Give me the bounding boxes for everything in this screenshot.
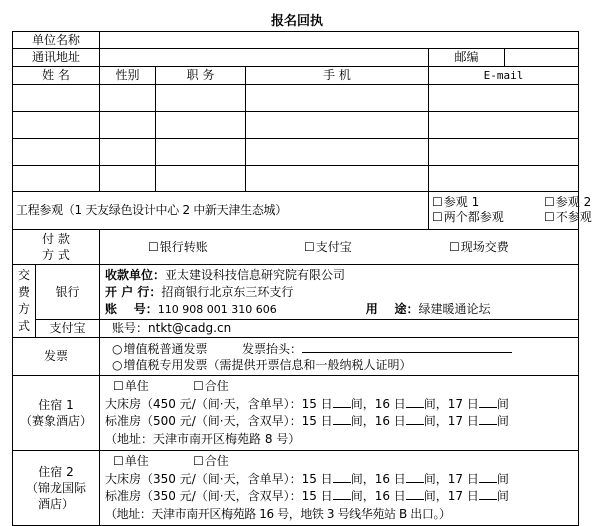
- attendee-mobile-cell[interactable]: [246, 139, 429, 166]
- attendee-position-cell[interactable]: [156, 139, 246, 166]
- attendee-email-cell[interactable]: [429, 166, 579, 192]
- attendee-gender-cell[interactable]: [100, 166, 156, 192]
- attendee-row[interactable]: [13, 166, 579, 192]
- bank-label: 银行: [36, 265, 100, 320]
- col-position: 职 务: [156, 67, 246, 85]
- bank-name-label: 开 户 行：: [105, 284, 162, 299]
- hotel1-std-17-input[interactable]: [479, 413, 497, 425]
- tour-option-2[interactable]: ☐ 参观 2: [544, 195, 591, 209]
- hotel2-details: [100, 451, 579, 526]
- hotel1-std-16-input[interactable]: [406, 413, 424, 425]
- hotel2-shared-option[interactable]: ☐ 合住: [193, 454, 229, 468]
- payee-value: 亚太建设科技信息研究院有限公司: [165, 267, 346, 282]
- attendee-email-cell[interactable]: [429, 112, 579, 139]
- tour-label-text: 工程参观（1 天友绿色设计中心 2 中新天津生态城）: [16, 203, 287, 217]
- company-label: 单位名称: [13, 32, 100, 49]
- hotel1-label: [13, 376, 100, 451]
- attendee-email-cell[interactable]: [429, 139, 579, 166]
- alipay-label: 支付宝: [36, 320, 100, 338]
- attendee-row[interactable]: [13, 85, 579, 112]
- payment-onsite-option[interactable]: ☐ 现场交费: [449, 240, 509, 254]
- hotel1-big-bed-line: 大床房（450 元/（间·天，含单早）：15 日 间，16 日 间，17 日 间: [105, 396, 509, 411]
- hotel2-label-line3: 酒店）: [38, 497, 75, 511]
- hotel1-big-bed-15-input[interactable]: [333, 396, 351, 408]
- invoice-label: 发票: [13, 338, 100, 376]
- hotel2-standard-line: 标准房（350 元/（间·天，含双早）：15 日 间，16 日 间，17 日 间: [105, 489, 509, 503]
- hotel1-address: （地址：天津市南开区梅苑路 8 号）: [105, 431, 301, 446]
- hotel1-shared-option[interactable]: ☐ 合住: [193, 379, 229, 393]
- attendee-row[interactable]: [13, 112, 579, 139]
- payment-method-options: [100, 230, 579, 265]
- attendee-name-cell[interactable]: [13, 112, 100, 139]
- attendee-position-cell[interactable]: [156, 85, 246, 112]
- attendee-row[interactable]: [13, 139, 579, 166]
- tour-option-both[interactable]: ☐ 两个都参观: [432, 210, 544, 225]
- registration-form: [12, 31, 592, 526]
- postcode-label: 邮编: [429, 49, 505, 67]
- hotel1-standard-line: 标准房（500 元/（间·天，含双早）：15 日 间，16 日 间，17 日 间: [105, 414, 509, 428]
- payment-label-line1: 付 款: [42, 232, 70, 246]
- attendee-mobile-cell[interactable]: [246, 166, 429, 192]
- hotel1-label-line1: 住宿 1: [38, 398, 74, 412]
- hotel2-std-17-input[interactable]: [479, 488, 497, 500]
- company-field[interactable]: [100, 32, 579, 49]
- payment-method-label: [13, 230, 100, 265]
- postcode-field[interactable]: [505, 49, 579, 67]
- bank-name-value: 招商银行北京东三环支行: [161, 284, 294, 299]
- hotel2-std-16-input[interactable]: [406, 488, 424, 500]
- hotel2-std-15-input[interactable]: [333, 488, 351, 500]
- hotel2-label-line1: 住宿 2: [38, 465, 74, 479]
- address-field[interactable]: [100, 49, 429, 67]
- attendee-name-cell[interactable]: [13, 166, 100, 192]
- hotel1-std-15-input[interactable]: [333, 413, 351, 425]
- hotel2-big-bed-15-input[interactable]: [333, 471, 351, 483]
- hotel2-label: [13, 451, 100, 526]
- payee-label: 收款单位：: [105, 267, 166, 282]
- payment-bank-option[interactable]: ☐ 银行转账: [148, 240, 304, 255]
- purpose-label: 用 途：: [365, 301, 419, 316]
- attendee-email-cell[interactable]: [429, 85, 579, 112]
- form-title: 报名回执: [270, 14, 323, 29]
- hotel2-big-bed-line: 大床房（350 元/（间·天，含单早）：15 日 间，16 日 间，17 日 间: [105, 471, 509, 486]
- bank-details: [100, 265, 579, 320]
- col-email: E-mail: [429, 67, 579, 85]
- alipay-account: 账号：ntkt@cadg.cn: [100, 320, 579, 338]
- hotel2-label-line2: （锦龙国际: [26, 481, 87, 495]
- invoice-header-label: 发票抬头：: [242, 341, 303, 356]
- col-name: 姓 名: [13, 67, 100, 85]
- purpose-value: 绿建暖通论坛: [418, 301, 491, 316]
- account-label: 账 号：: [105, 301, 158, 316]
- payment-alipay-option[interactable]: ☐ 支付宝: [304, 240, 449, 255]
- col-gender: 性别: [100, 67, 156, 85]
- hotel2-single-option[interactable]: ☐ 单住: [113, 453, 193, 471]
- hotel1-single-option[interactable]: ☐ 单住: [113, 378, 193, 396]
- attendee-name-cell[interactable]: [13, 85, 100, 112]
- attendee-gender-cell[interactable]: [100, 85, 156, 112]
- account-value: 110 908 001 310 606: [157, 302, 277, 316]
- attendee-position-cell[interactable]: [156, 112, 246, 139]
- invoice-options: [100, 338, 579, 376]
- tour-label: [13, 192, 429, 230]
- attendee-mobile-cell[interactable]: [246, 112, 429, 139]
- hotel2-address: （地址：天津市南开区梅苑路 16 号，地铁 3 号线华苑站 B 出口。）: [105, 506, 451, 521]
- tour-options: [429, 192, 592, 230]
- address-label: 通讯地址: [13, 49, 100, 67]
- invoice-normal-option[interactable]: ○ 增值税普通发票: [112, 341, 242, 357]
- hotel1-label-line2: （赛象酒店）: [20, 414, 93, 428]
- invoice-special-option[interactable]: ○ 增值税专用发票（需提供开票信息和一般纳税人证明）: [112, 358, 412, 372]
- hotel1-details: [100, 376, 579, 451]
- hotel1-big-bed-16-input[interactable]: [406, 396, 424, 408]
- attendee-position-cell[interactable]: [156, 166, 246, 192]
- hotel2-big-bed-16-input[interactable]: [406, 471, 424, 483]
- attendee-mobile-cell[interactable]: [246, 85, 429, 112]
- tour-option-none[interactable]: ☐ 不参观: [544, 210, 592, 224]
- hotel2-big-bed-17-input[interactable]: [479, 471, 497, 483]
- tour-option-1[interactable]: ☐ 参观 1: [432, 195, 544, 210]
- attendee-gender-cell[interactable]: [100, 112, 156, 139]
- attendee-name-cell[interactable]: [13, 139, 100, 166]
- col-mobile: 手 机: [246, 67, 429, 85]
- hotel1-big-bed-17-input[interactable]: [479, 396, 497, 408]
- payment-label-line2: 方 式: [42, 248, 70, 262]
- invoice-header-input[interactable]: [302, 341, 512, 353]
- payment-info-side-label: 交 费 方 式: [13, 265, 36, 338]
- attendee-gender-cell[interactable]: [100, 139, 156, 166]
